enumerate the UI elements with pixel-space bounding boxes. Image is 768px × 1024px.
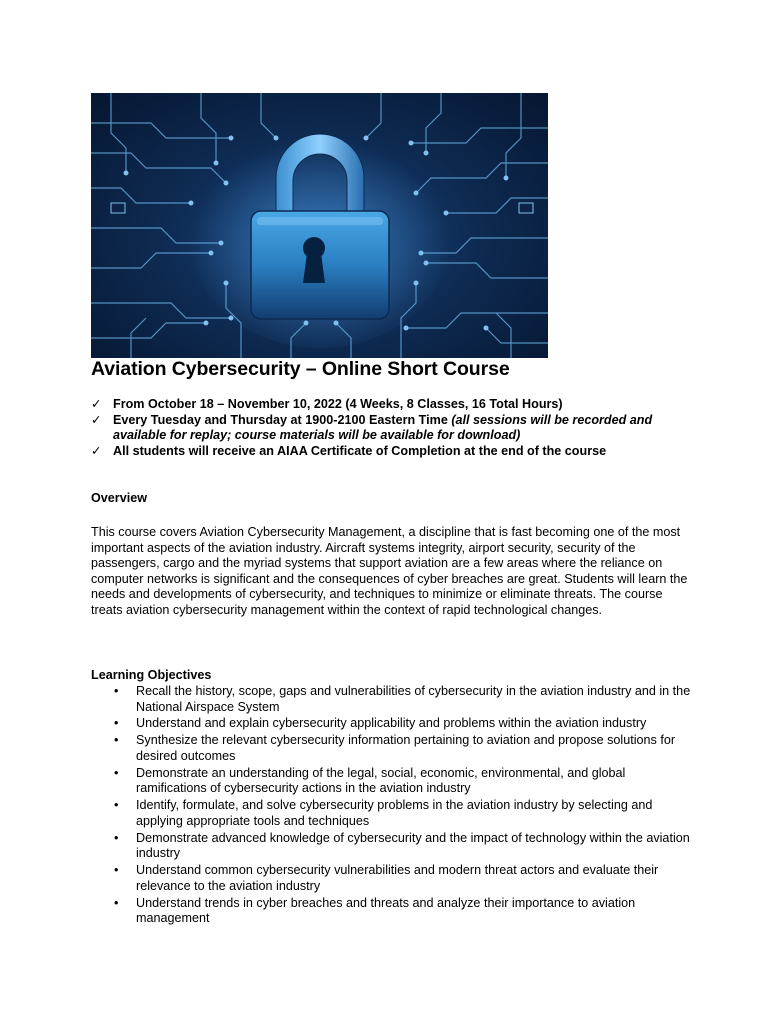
bullet-icon: • (114, 863, 119, 878)
course-highlights-list (91, 397, 691, 459)
learning-objectives-list (91, 684, 691, 928)
highlight-text: All students will receive an AIAA Certificate of Completion at the end of the course (113, 443, 607, 458)
bullet-icon: • (114, 684, 119, 698)
list-item: • Understand trends in cyber breaches and threats and analyze their importance to aviation management (114, 895, 636, 926)
highlight-dates (91, 397, 691, 413)
course-title: Aviation Cybersecurity – Online Short Course (91, 358, 510, 380)
highlight-text: Every Tuesday and Thursday at 1900-2100 Eastern Time (113, 412, 452, 427)
highlight-text: From October 18 – November 10, 2022 (4 Weeks, 8 Classes, 16 Total Hours) (113, 397, 563, 411)
bullet-icon: • (114, 798, 119, 813)
list-item: • Understand common cybersecurity vulnerabilities and modern threat actors and evaluate their relevance to the aviation industry (114, 863, 659, 893)
checkmark-icon: ✓ (91, 443, 102, 458)
list-item: • Demonstrate an understanding of the legal, social, economic, environmental, and global ramifications of cybersecurity actions in the aviation industry (114, 765, 626, 796)
highlight-schedule (91, 413, 691, 444)
cybersecurity-padlock-image (91, 93, 548, 358)
checkmark-icon: ✓ (91, 397, 102, 411)
bullet-icon: • (114, 895, 119, 910)
circuit-padlock-graphic (91, 93, 548, 358)
highlight-note: (all sessions will be recorded and available for replay; course materials will be available for download) (113, 412, 653, 443)
list-item: • Synthesize the relevant cybersecurity information pertaining to aviation and propose solutions for desired outcomes (114, 733, 676, 763)
highlight-certificate (91, 444, 691, 460)
bullet-icon: • (114, 830, 119, 845)
bullet-icon: • (114, 765, 119, 780)
overview-paragraph: This course covers Aviation Cybersecurity Management, a discipline that is fast becoming one of the most important aspects of the aviation industry. Aircraft systems integrity, airport security, security of the passengers, cargo and the myriad systems that support aviation are a few areas where the reliance on computer networks is significant and the consequences of cyber breaches are great. Students will learn the needs and developments of cybersecurity, and techniques to minimize or eliminate threats. The course treats aviation cybersecurity management within the context of rapid technological changes. (91, 525, 688, 617)
overview-heading: Overview (91, 491, 148, 505)
checkmark-icon: ✓ (91, 412, 102, 427)
list-item: • Identify, formulate, and solve cybersecurity problems in the aviation industry by selecting and applying appropriate tools and techniques (114, 798, 653, 828)
list-item: • Recall the history, scope, gaps and vulnerabilities of cybersecurity in the aviation industry and in the National Airspace System (114, 684, 691, 714)
bullet-icon: • (114, 733, 119, 748)
list-item: • Understand and explain cybersecurity applicability and problems within the aviation industry (114, 716, 647, 731)
bullet-icon: • (114, 716, 119, 731)
learning-objectives-heading: Learning Objectives (91, 668, 212, 682)
list-item: • Demonstrate advanced knowledge of cybersecurity and the impact of technology within the aviation industry (114, 830, 690, 861)
